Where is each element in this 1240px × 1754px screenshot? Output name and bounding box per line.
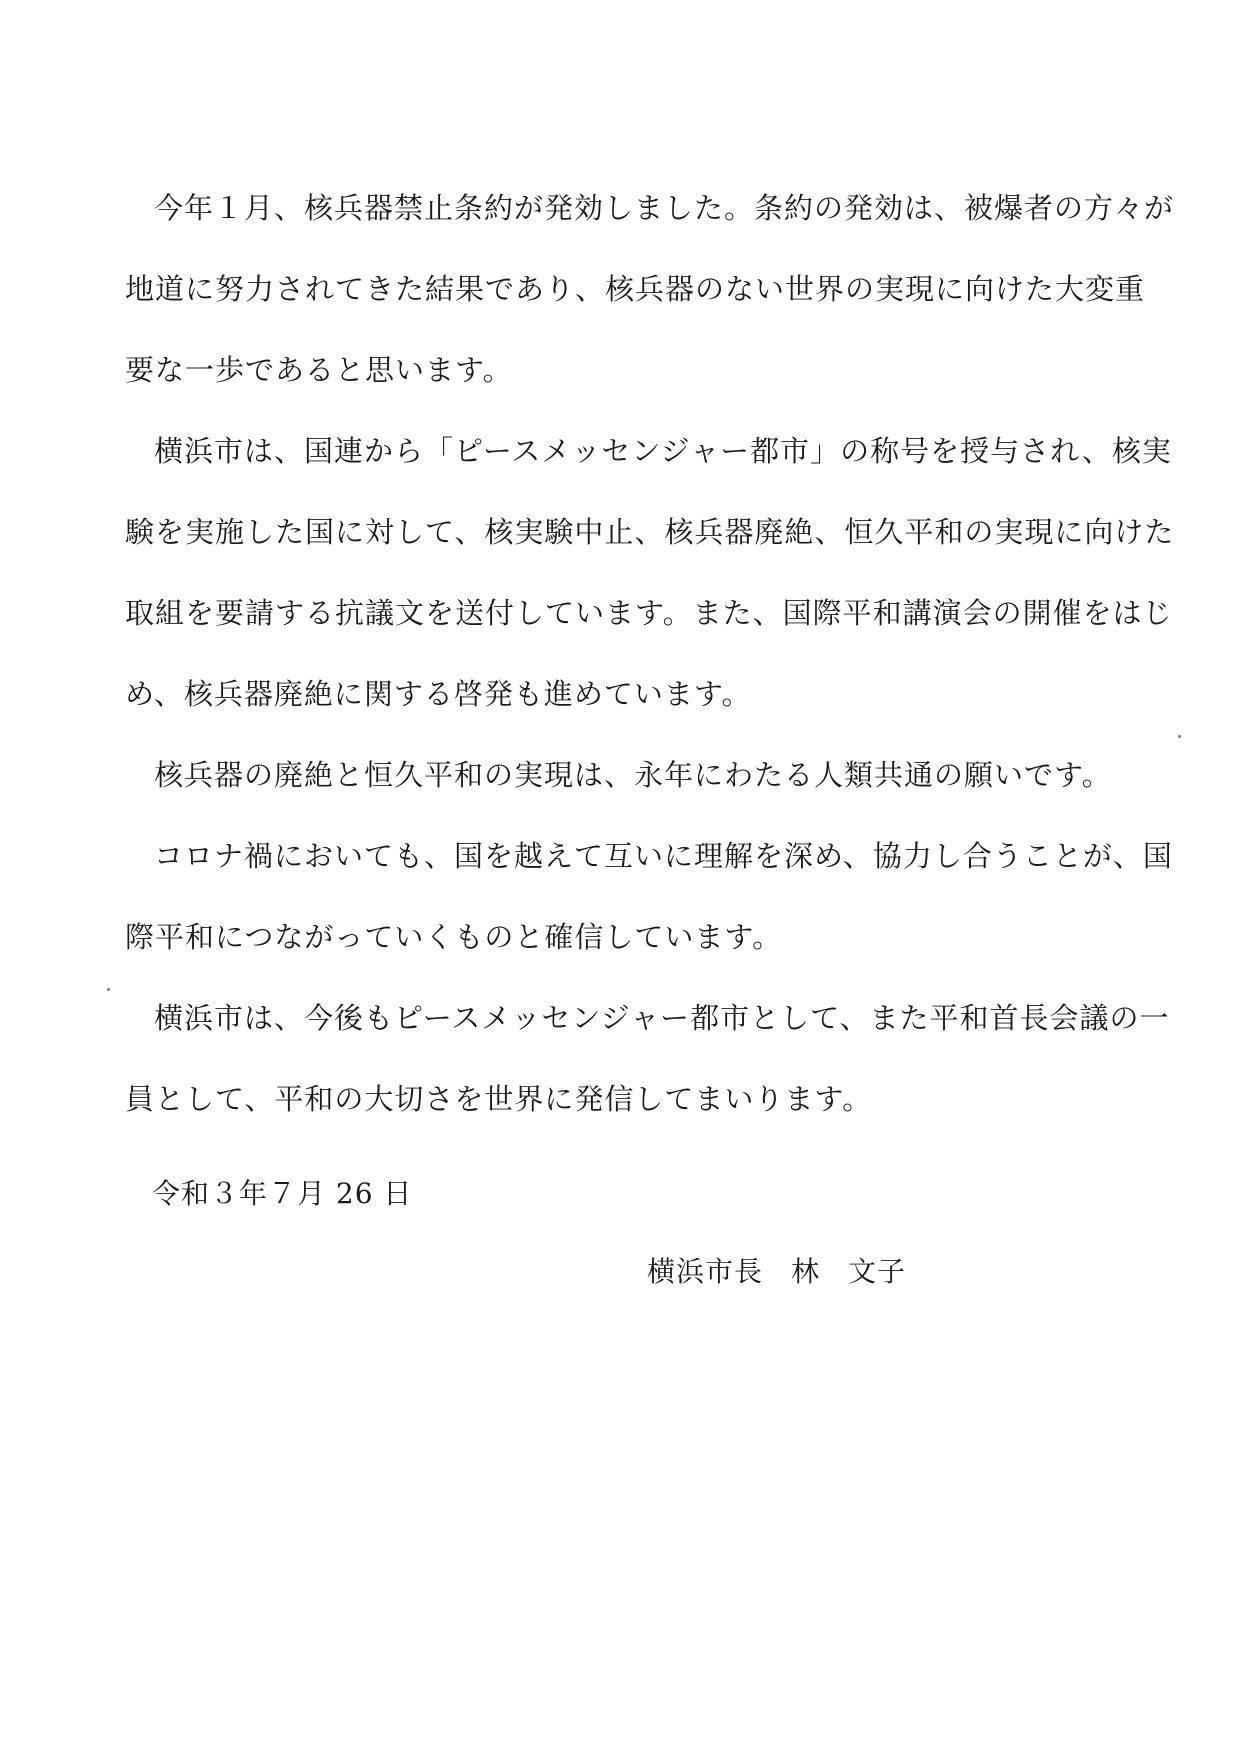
paragraph-line: め、核兵器廃絶に関する啓発も進めています。 [125,677,752,711]
scan-speck [1178,735,1181,738]
paragraph-line: 際平和につながっていくものと確信しています。 [125,920,783,954]
paragraph-line: 地道に努力されてきた結果であり、核兵器のない世界の実現に向けた大変重 [125,272,1146,306]
paragraph-line: 験を実施した国に対して、核実験中止、核兵器廃絶、恒久平和の実現に向けた [125,515,1175,549]
paragraph-line: 取組を要請する抗議文を送付しています。また、国際平和講演会の開催をはじ [125,596,1173,630]
letter-body [125,190,1175,1162]
paragraph-line: 員として、平和の大切さを世界に発信してまいります。 [125,1082,873,1116]
paragraph-4 [125,838,1173,955]
signature-family-name: 林 [791,1255,821,1288]
paragraph-line: 横浜市は、国連から「ピースメッセンジャー都市」の称号を授与され、核実 [154,434,1172,468]
paragraph-line: 要な一歩であると思います。 [125,353,513,387]
paragraph-line: コロナ禍においても、国を越えて互いに理解を深め、協力し合うことが、国 [154,839,1173,873]
paragraph-line: 今年１月、核兵器禁止条約が発効しました。条約の発効は、被爆者の方々が [154,191,1175,225]
paragraph-5 [125,1000,1170,1117]
signature-title: 横浜市長 [647,1255,764,1288]
signature-given-name: 文子 [848,1255,907,1288]
paragraph-line: 横浜市は、今後もピースメッセンジャー都市として、また平和首長会議の一 [154,1001,1170,1035]
letter-date: 令和３年７月 26 日 [152,1177,413,1210]
paragraph-3 [125,757,1135,793]
paragraph-2 [125,433,1175,712]
signature-block [647,1254,906,1290]
scan-speck [107,988,110,991]
paragraph-line: 核兵器の廃絶と恒久平和の実現は、永年にわたる人類共通の願いです。 [154,758,1112,792]
paragraph-1 [125,190,1175,388]
